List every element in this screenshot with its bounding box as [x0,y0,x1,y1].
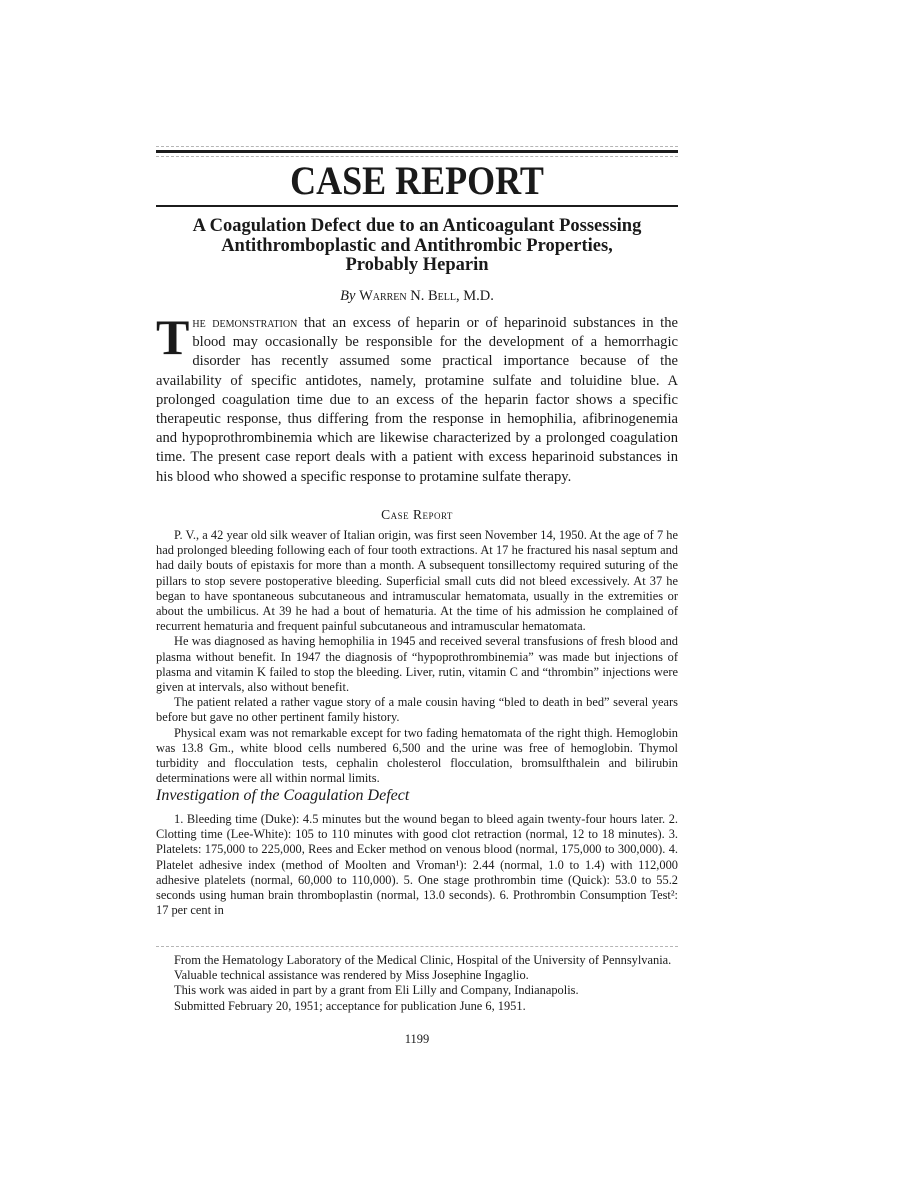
footnote: From the Hematology Laboratory of the Medical Clinic, Hospital of the University of Pennsylvania. [174,953,672,967]
footnotes [156,953,678,1014]
article-title-line: Probably Heparin [345,255,489,275]
intro-paragraph [156,309,678,487]
author-name: Warren N. Bell, M.D. [359,288,494,304]
byline-prefix: By [340,288,356,304]
case-paragraph: He was diagnosed as having hemophilia in 1945 and received several transfusions of fresh blood and plasma without benefit. In 1947 the diagnosis of “hypoprothrombinemia” was made but injections of plasma and vitamin K failed to stop the bleeding. Liver, rutin, vitamin C and “thrombin” injections were given at intervals, also without benefit. [156,634,678,695]
article-title [156,217,678,276]
footnote: Submitted February 20, 1951; acceptance for publication June 6, 1951. [174,998,526,1013]
article-title-line: Antithromboplastic and Antithrombic Properties, [221,235,613,256]
section-heading-investigation: Investigation of the Coagulation Defect [156,787,410,804]
case-report-body [156,528,678,786]
case-paragraph: P. V., a 42 year old silk weaver of Italian origin, was first seen November 14, 1950. At the age of 7 he had prolonged bleeding following each of four tooth extractions. At 17 he fractured his nasal septum and had daily bouts of epistaxis for more than a month. A subsequent tonsillectomy required suturing of the pillars to stop severe postoperative bleeding. Superficial small cuts did not bleed excessively. At 37 he began to have spontaneous subcutaneous and intramuscular hematomata, usually in the extremities or about the umbilicus. At 39 he had a bout of hematuria. At the time of his admission he complained of recurrent hematuria and frequent painful subcutaneous and intramuscular hematomata. [156,528,678,634]
intro-text: that an excess of heparin or of heparinoid substances in the blood may occasionally be responsible for the development of a hemorrhagic disorder has recently assumed some practical importance because of the availability of specific antidotes, namely, protamine sulfate and toluidine blue. A prolonged coagulation time due to an excess of the heparin factor shows a specific therapeutic response, thus differing from the response in hemophilia, afibrinogenemia and hypoprothrombinemia which are likewise characterized by a prolonged coagulation time. The present case report deals with a patient with excess heparinoid substances in his blood who showed a specific response to protamine sulfate therapy. [156,315,678,485]
page-title: CASE REPORT [290,158,544,203]
drop-cap: T [156,309,190,365]
page-number: 1199 [404,1032,430,1046]
article-title-line: A Coagulation Defect due to an Anticoagulant Possessing [192,216,642,236]
investigation-paragraph: 1. Bleeding time (Duke): 4.5 minutes but the wound began to bleed again twenty-four hours later. 2. Clotting time (Lee-White): 105 to 110 minutes with good clot retraction (normal, 12 to 18 minutes). 3. Platelets: 175,000 to 225,000, Rees and Ecker method on venous blood (normal, 175,000 to 300,000). 4. Platelet adhesive index (method of Moolten and Vroman¹): 2.44 (normal, 1.0 to 1.4) with 112,000 adhesive platelets (normal, 60,000 to 110,000). 5. One stage prothrombin time (Quick): 53.0 to 55.2 seconds using human brain thromboplastin (normal, 13.0 seconds). 6. Prothrombin Consumption Test²: 17 per cent in [156,812,678,918]
footnote: Valuable technical assistance was rendered by Miss Josephine Ingaglio. [174,968,529,983]
investigation-body [156,812,678,918]
byline [156,288,678,305]
footnote-rule [156,946,678,947]
top-rule-dashed-lower [156,156,678,157]
top-rule [156,150,678,153]
footnote: This work was aided in part by a grant from Eli Lilly and Company, Indianapolis. [174,983,579,998]
section-heading-case-report: Case Report [381,507,453,522]
intro-lead: he demonstration [192,315,298,331]
case-paragraph: Physical exam was not remarkable except for two fading hematomata of the right thigh. Hemoglobin was 13.8 Gm., white blood cells numbered 6,500 and the urine was free of hemoglobin. Thymol turbidity and flocculation tests, cephalin cholesterol flocculation, bromsulfthalein and bilirubin determinations were all within normal limits. [156,725,678,786]
title-rule [156,205,678,207]
top-rule-dashed [156,146,678,147]
case-paragraph: The patient related a rather vague story of a male cousin having “bled to death in bed” several years before but gave no other pertinent family history. [156,695,678,725]
